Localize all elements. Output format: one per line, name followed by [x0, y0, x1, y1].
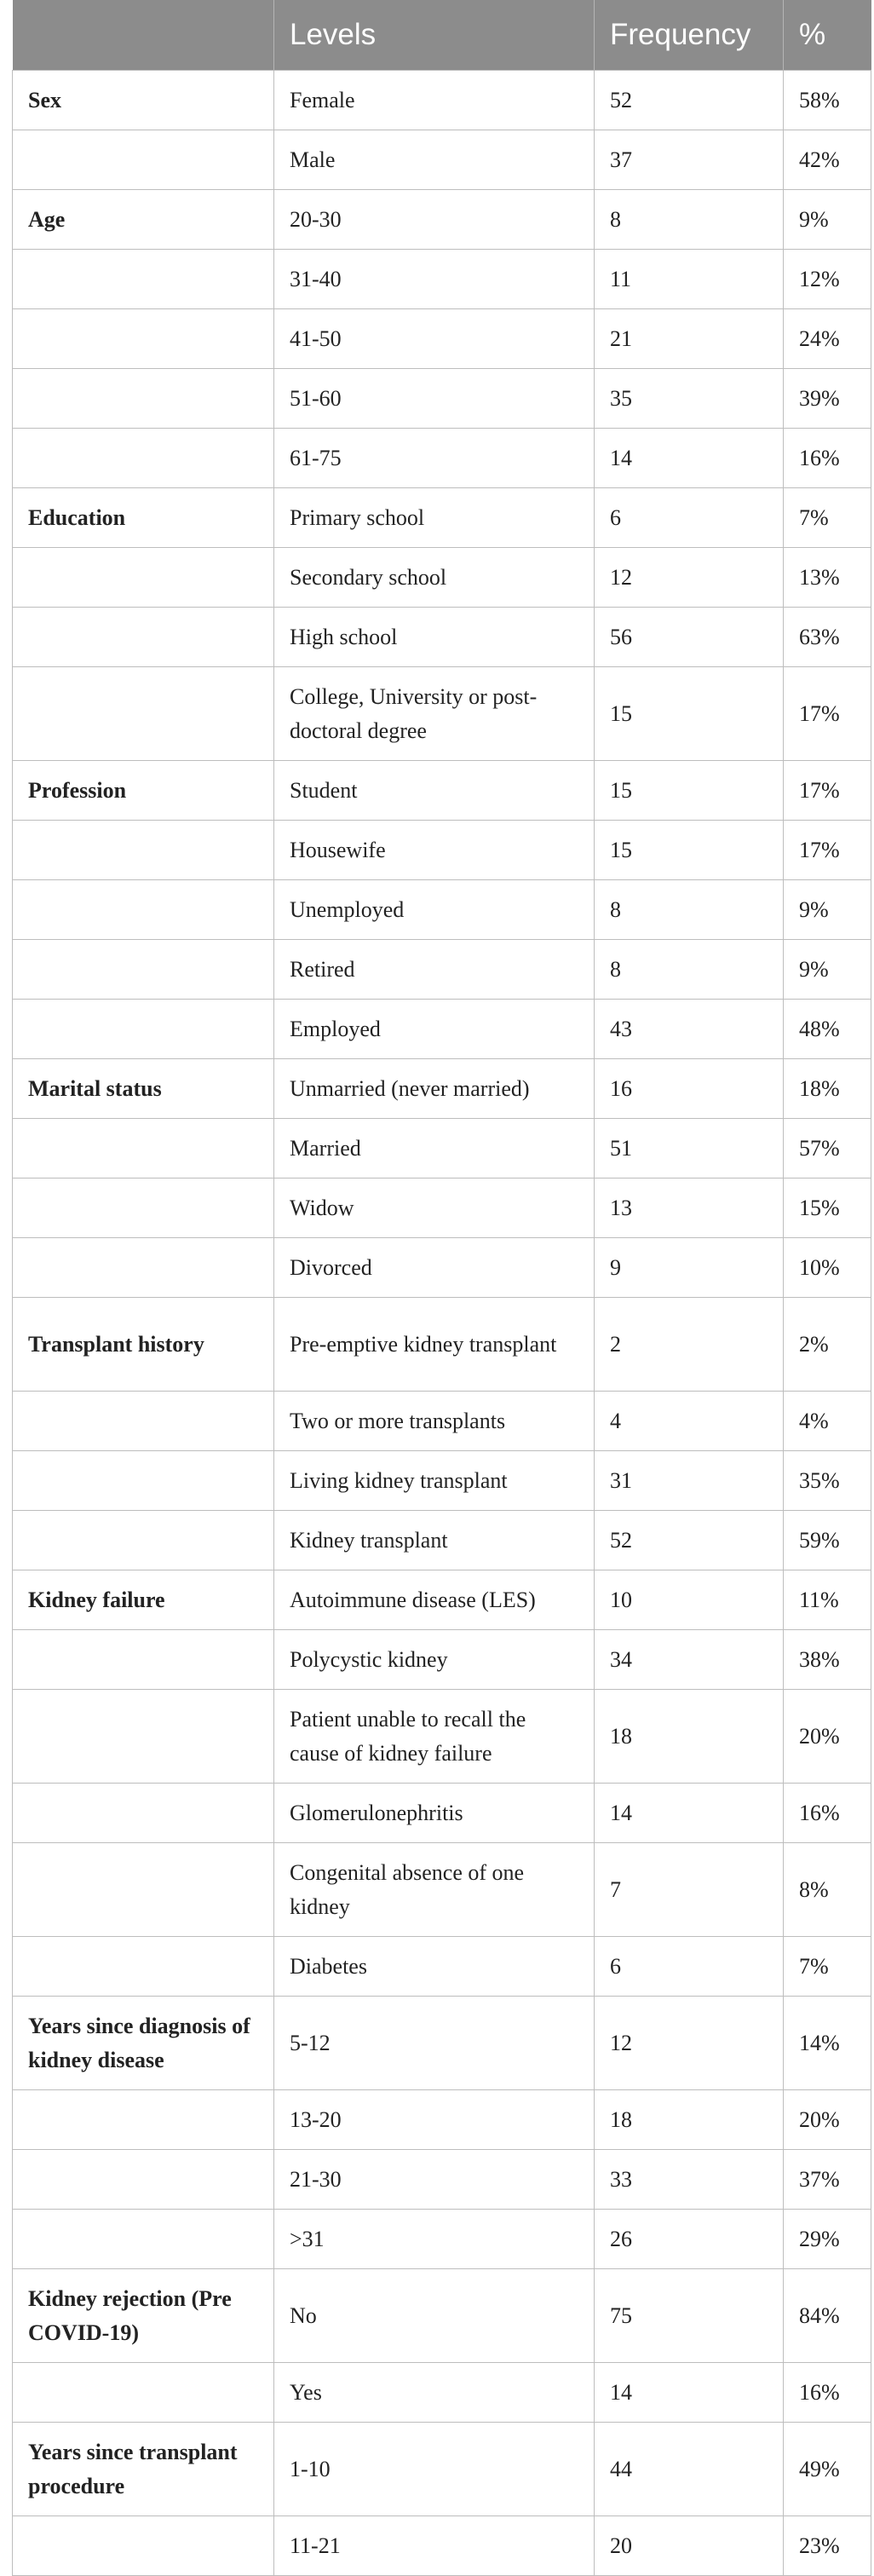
table-row — [13, 309, 871, 369]
cell-variable — [13, 130, 274, 190]
table-row — [13, 250, 871, 309]
cell-variable: Age — [13, 190, 274, 250]
cell-level: Employed — [274, 1000, 595, 1059]
table-row — [13, 1298, 871, 1392]
cell-variable: Sex — [13, 71, 274, 130]
cell-variable — [13, 429, 274, 488]
cell-frequency: 15 — [595, 667, 784, 761]
cell-variable — [13, 2090, 274, 2150]
cell-variable: Kidney failure — [13, 1570, 274, 1630]
table-row — [13, 130, 871, 190]
cell-percent: 17% — [784, 761, 871, 821]
cell-variable — [13, 1179, 274, 1238]
table-row — [13, 71, 871, 130]
cell-frequency: 4 — [595, 1392, 784, 1451]
cell-variable — [13, 1451, 274, 1511]
table-row — [13, 2363, 871, 2423]
cell-variable — [13, 880, 274, 940]
table-row — [13, 1511, 871, 1570]
cell-variable — [13, 1000, 274, 1059]
cell-level: No — [274, 2269, 595, 2363]
cell-percent: 4% — [784, 1392, 871, 1451]
cell-variable — [13, 821, 274, 880]
cell-frequency: 34 — [595, 1630, 784, 1690]
cell-level: 1-10 — [274, 2423, 595, 2516]
cell-frequency: 7 — [595, 1843, 784, 1937]
cell-percent: 12% — [784, 250, 871, 309]
cell-percent: 9% — [784, 940, 871, 1000]
cell-variable — [13, 1238, 274, 1298]
cell-variable — [13, 1690, 274, 1784]
table-row — [13, 1570, 871, 1630]
cell-level: Yes — [274, 2363, 595, 2423]
cell-percent: 17% — [784, 821, 871, 880]
cell-frequency: 43 — [595, 1000, 784, 1059]
cell-percent: 84% — [784, 2269, 871, 2363]
cell-level: Two or more transplants — [274, 1392, 595, 1451]
cell-level: Diabetes — [274, 1937, 595, 1997]
cell-variable — [13, 1937, 274, 1997]
cell-variable: Years since diagnosis of kidney disease — [13, 1997, 274, 2090]
cell-percent: 23% — [784, 2516, 871, 2576]
cell-variable — [13, 1119, 274, 1179]
cell-frequency: 52 — [595, 1511, 784, 1570]
table-row — [13, 1690, 871, 1784]
cell-level: High school — [274, 608, 595, 667]
cell-level: Unmarried (never married) — [274, 1059, 595, 1119]
header-frequency: Frequency — [595, 0, 784, 71]
cell-level: Glomerulonephritis — [274, 1784, 595, 1843]
cell-level: 5-12 — [274, 1997, 595, 2090]
cell-frequency: 31 — [595, 1451, 784, 1511]
cell-level: Widow — [274, 1179, 595, 1238]
cell-percent: 8% — [784, 1843, 871, 1937]
cell-frequency: 13 — [595, 1179, 784, 1238]
cell-frequency: 15 — [595, 761, 784, 821]
cell-level: Student — [274, 761, 595, 821]
cell-percent: 20% — [784, 1690, 871, 1784]
cell-frequency: 10 — [595, 1570, 784, 1630]
cell-frequency: 16 — [595, 1059, 784, 1119]
cell-percent: 37% — [784, 2150, 871, 2210]
cell-frequency: 6 — [595, 1937, 784, 1997]
table-row — [13, 1119, 871, 1179]
cell-variable — [13, 608, 274, 667]
cell-variable — [13, 2210, 274, 2269]
cell-percent: 49% — [784, 2423, 871, 2516]
cell-percent: 16% — [784, 2363, 871, 2423]
cell-frequency: 12 — [595, 548, 784, 608]
cell-level: Autoimmune disease (LES) — [274, 1570, 595, 1630]
table-row — [13, 1179, 871, 1238]
cell-level: Secondary school — [274, 548, 595, 608]
cell-percent: 13% — [784, 548, 871, 608]
table-row — [13, 488, 871, 548]
cell-variable — [13, 548, 274, 608]
cell-variable — [13, 667, 274, 761]
cell-percent: 42% — [784, 130, 871, 190]
table-body — [13, 71, 871, 2576]
cell-percent: 9% — [784, 190, 871, 250]
table-row — [13, 1843, 871, 1937]
cell-level: 61-75 — [274, 429, 595, 488]
cell-percent: 48% — [784, 1000, 871, 1059]
cell-level: Male — [274, 130, 595, 190]
table-row — [13, 1997, 871, 2090]
table-row — [13, 2516, 871, 2576]
cell-variable — [13, 1784, 274, 1843]
cell-variable: Profession — [13, 761, 274, 821]
cell-percent: 39% — [784, 369, 871, 429]
table-row — [13, 369, 871, 429]
table-row — [13, 1784, 871, 1843]
cell-frequency: 8 — [595, 880, 784, 940]
table-row — [13, 1059, 871, 1119]
cell-percent: 14% — [784, 1997, 871, 2090]
cell-level: Unemployed — [274, 880, 595, 940]
cell-level: Pre-emptive kidney transplant — [274, 1298, 595, 1392]
cell-percent: 2% — [784, 1298, 871, 1392]
cell-level: Congenital absence of one kidney — [274, 1843, 595, 1937]
cell-percent: 7% — [784, 1937, 871, 1997]
table-row — [13, 429, 871, 488]
table-row — [13, 1238, 871, 1298]
demographics-table — [12, 0, 871, 2576]
cell-percent: 20% — [784, 2090, 871, 2150]
cell-percent: 24% — [784, 309, 871, 369]
cell-variable — [13, 2150, 274, 2210]
table-row — [13, 608, 871, 667]
table-row — [13, 2150, 871, 2210]
cell-percent: 63% — [784, 608, 871, 667]
cell-variable — [13, 1630, 274, 1690]
cell-frequency: 18 — [595, 2090, 784, 2150]
cell-variable — [13, 309, 274, 369]
cell-percent: 35% — [784, 1451, 871, 1511]
cell-variable — [13, 940, 274, 1000]
table-row — [13, 761, 871, 821]
header-levels: Levels — [274, 0, 595, 71]
cell-level: College, University or post-doctoral degree — [274, 667, 595, 761]
cell-variable — [13, 369, 274, 429]
cell-variable: Transplant history — [13, 1298, 274, 1392]
cell-frequency: 9 — [595, 1238, 784, 1298]
cell-frequency: 6 — [595, 488, 784, 548]
cell-level: Divorced — [274, 1238, 595, 1298]
cell-frequency: 14 — [595, 429, 784, 488]
cell-frequency: 52 — [595, 71, 784, 130]
cell-variable: Education — [13, 488, 274, 548]
cell-frequency: 8 — [595, 940, 784, 1000]
cell-variable — [13, 1843, 274, 1937]
cell-frequency: 20 — [595, 2516, 784, 2576]
cell-frequency: 18 — [595, 1690, 784, 1784]
cell-level: >31 — [274, 2210, 595, 2269]
cell-percent: 15% — [784, 1179, 871, 1238]
header-row — [13, 0, 871, 71]
cell-variable: Marital status — [13, 1059, 274, 1119]
cell-variable — [13, 2516, 274, 2576]
cell-level: 41-50 — [274, 309, 595, 369]
header-percent: % — [784, 0, 871, 71]
table-row — [13, 880, 871, 940]
cell-percent: 16% — [784, 1784, 871, 1843]
table-container — [12, 0, 871, 2576]
cell-level: Polycystic kidney — [274, 1630, 595, 1690]
table-row — [13, 190, 871, 250]
cell-percent: 18% — [784, 1059, 871, 1119]
cell-frequency: 51 — [595, 1119, 784, 1179]
cell-level: Housewife — [274, 821, 595, 880]
cell-frequency: 14 — [595, 2363, 784, 2423]
cell-variable — [13, 250, 274, 309]
cell-frequency: 26 — [595, 2210, 784, 2269]
table-row — [13, 2210, 871, 2269]
table-row — [13, 667, 871, 761]
cell-frequency: 15 — [595, 821, 784, 880]
cell-frequency: 2 — [595, 1298, 784, 1392]
cell-level: Retired — [274, 940, 595, 1000]
cell-percent: 17% — [784, 667, 871, 761]
cell-variable: Years since transplant procedure — [13, 2423, 274, 2516]
cell-variable — [13, 2363, 274, 2423]
cell-variable — [13, 1392, 274, 1451]
cell-frequency: 8 — [595, 190, 784, 250]
table-row — [13, 1937, 871, 1997]
table-row — [13, 2423, 871, 2516]
cell-level: 11-21 — [274, 2516, 595, 2576]
cell-level: Married — [274, 1119, 595, 1179]
cell-frequency: 21 — [595, 309, 784, 369]
cell-level: 20-30 — [274, 190, 595, 250]
cell-level: 31-40 — [274, 250, 595, 309]
cell-frequency: 44 — [595, 2423, 784, 2516]
table-row — [13, 548, 871, 608]
table-row — [13, 2090, 871, 2150]
cell-percent: 59% — [784, 1511, 871, 1570]
cell-frequency: 11 — [595, 250, 784, 309]
cell-percent: 11% — [784, 1570, 871, 1630]
header-variable — [13, 0, 274, 71]
cell-percent: 9% — [784, 880, 871, 940]
cell-frequency: 56 — [595, 608, 784, 667]
table-row — [13, 821, 871, 880]
cell-percent: 58% — [784, 71, 871, 130]
cell-variable — [13, 1511, 274, 1570]
cell-frequency: 37 — [595, 130, 784, 190]
cell-frequency: 35 — [595, 369, 784, 429]
cell-frequency: 14 — [595, 1784, 784, 1843]
cell-level: Primary school — [274, 488, 595, 548]
cell-percent: 7% — [784, 488, 871, 548]
cell-variable: Kidney rejection (Pre COVID-19) — [13, 2269, 274, 2363]
cell-level: Living kidney transplant — [274, 1451, 595, 1511]
cell-percent: 10% — [784, 1238, 871, 1298]
cell-percent: 29% — [784, 2210, 871, 2269]
cell-percent: 16% — [784, 429, 871, 488]
cell-level: Patient unable to recall the cause of kidney failure — [274, 1690, 595, 1784]
cell-frequency: 12 — [595, 1997, 784, 2090]
cell-percent: 38% — [784, 1630, 871, 1690]
cell-frequency: 33 — [595, 2150, 784, 2210]
cell-level: 51-60 — [274, 369, 595, 429]
cell-percent: 57% — [784, 1119, 871, 1179]
table-row — [13, 1000, 871, 1059]
cell-level: 21-30 — [274, 2150, 595, 2210]
cell-frequency: 75 — [595, 2269, 784, 2363]
table-row — [13, 2269, 871, 2363]
cell-level: 13-20 — [274, 2090, 595, 2150]
cell-level: Kidney transplant — [274, 1511, 595, 1570]
table-row — [13, 1451, 871, 1511]
table-row — [13, 940, 871, 1000]
cell-level: Female — [274, 71, 595, 130]
table-row — [13, 1392, 871, 1451]
table-row — [13, 1630, 871, 1690]
